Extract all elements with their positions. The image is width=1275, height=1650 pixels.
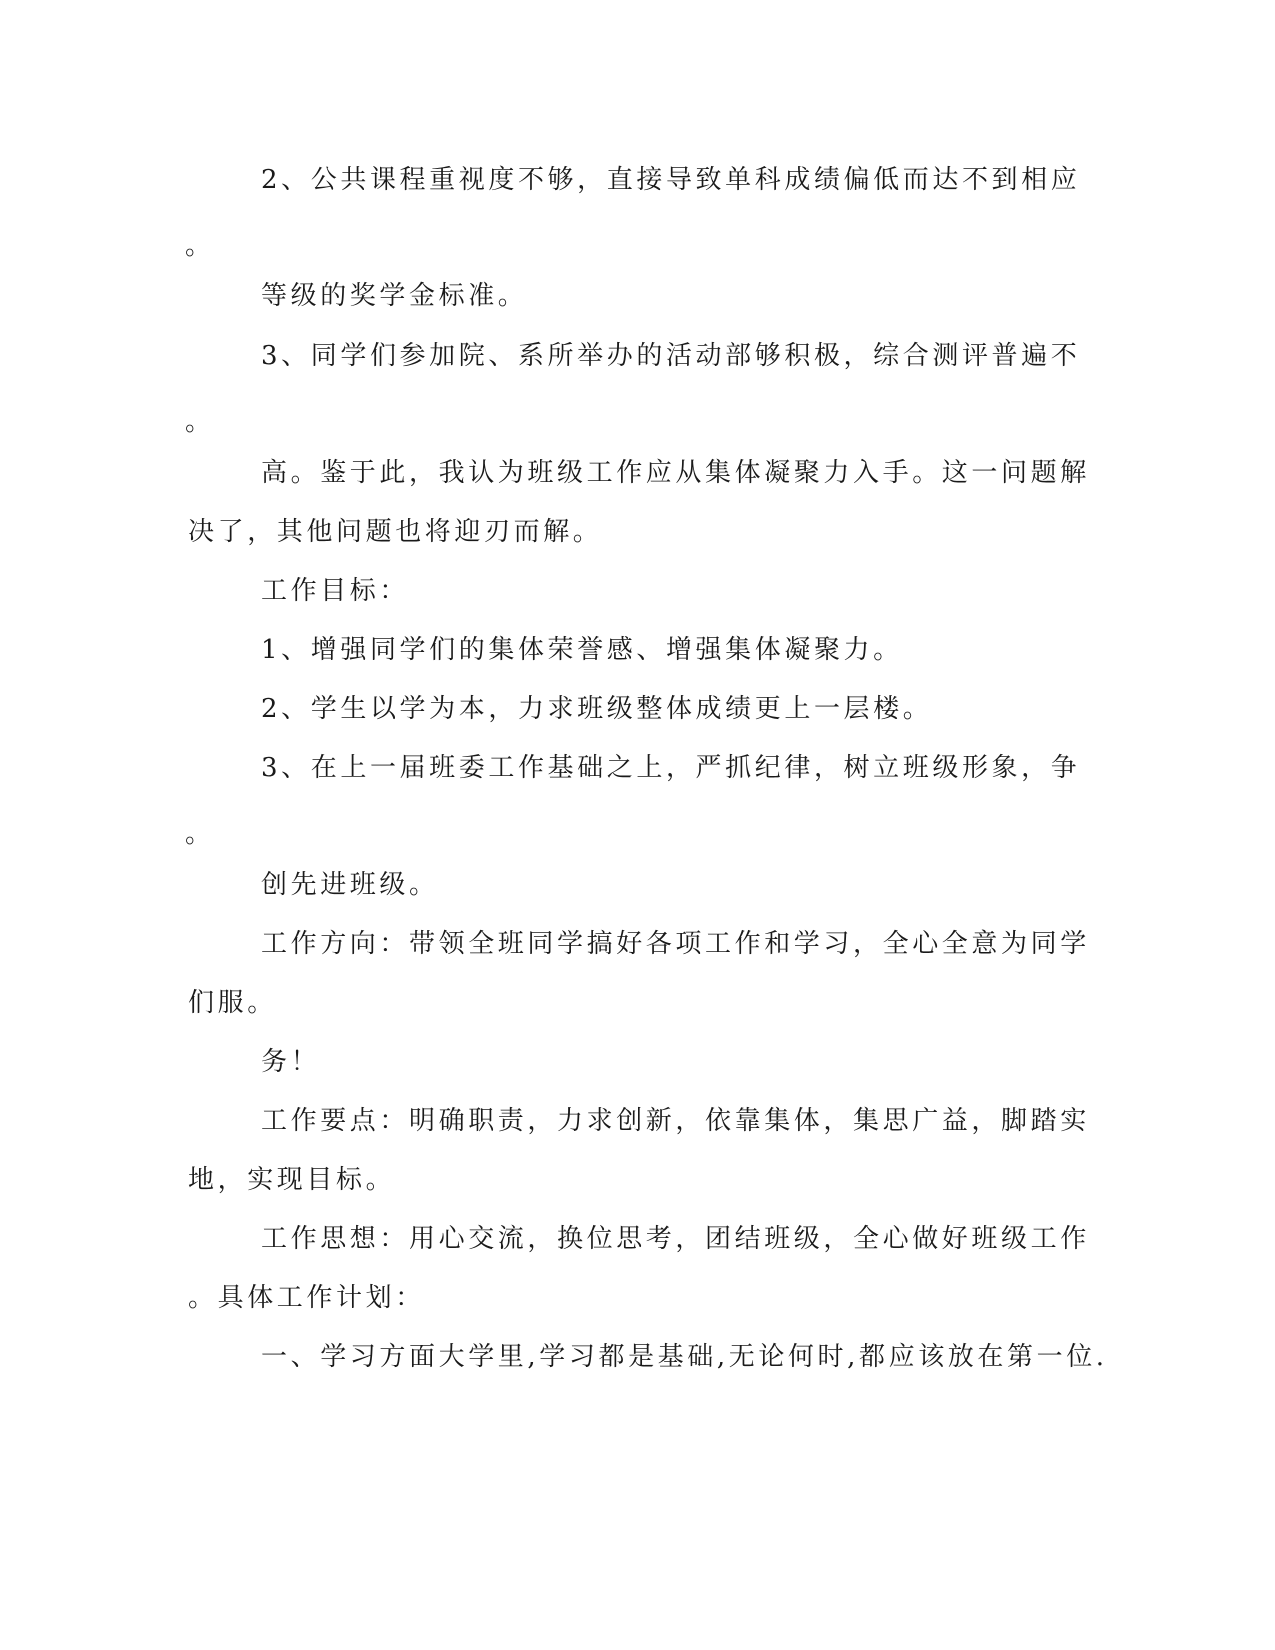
text-line: 。具体工作计划：	[188, 1283, 425, 1313]
text-line: 3、同学们参加院、系所举办的活动部够积极，综合测评普遍不	[261, 341, 1081, 371]
text-line-period: 。	[185, 407, 212, 437]
text-line: 等级的奖学金标准。	[261, 281, 528, 311]
text-line: 一、学习方面大学里,学习都是基础,无论何时,都应该放在第一位.	[261, 1342, 1108, 1372]
text-line: 1、增强同学们的集体荣誉感、增强集体凝聚力。	[261, 635, 903, 665]
section-heading: 工作目标：	[261, 576, 410, 606]
text-line: 高。鉴于此，我认为班级工作应从集体凝聚力入手。这一问题解	[261, 458, 1090, 488]
text-line: 决了，其他问题也将迎刃而解。	[188, 517, 603, 547]
text-line: 务！	[261, 1047, 321, 1077]
text-line: 创先进班级。	[261, 870, 439, 900]
text-line: 地，实现目标。	[188, 1165, 396, 1195]
text-line: 工作要点：明确职责，力求创新，依靠集体，集思广益，脚踏实	[261, 1106, 1090, 1136]
text-line-period: 。	[185, 819, 212, 849]
text-line: 2、学生以学为本，力求班级整体成绩更上一层楼。	[261, 694, 933, 724]
text-line: 工作思想：用心交流，换位思考，团结班级，全心做好班级工作	[261, 1224, 1090, 1254]
text-line: 们服。	[188, 988, 277, 1018]
text-line: 2、公共课程重视度不够，直接导致单科成绩偏低而达不到相应	[261, 165, 1081, 195]
text-line-period: 。	[185, 231, 212, 261]
text-line: 工作方向：带领全班同学搞好各项工作和学习，全心全意为同学	[261, 929, 1090, 959]
text-line: 3、在上一届班委工作基础之上，严抓纪律，树立班级形象，争	[261, 753, 1081, 783]
